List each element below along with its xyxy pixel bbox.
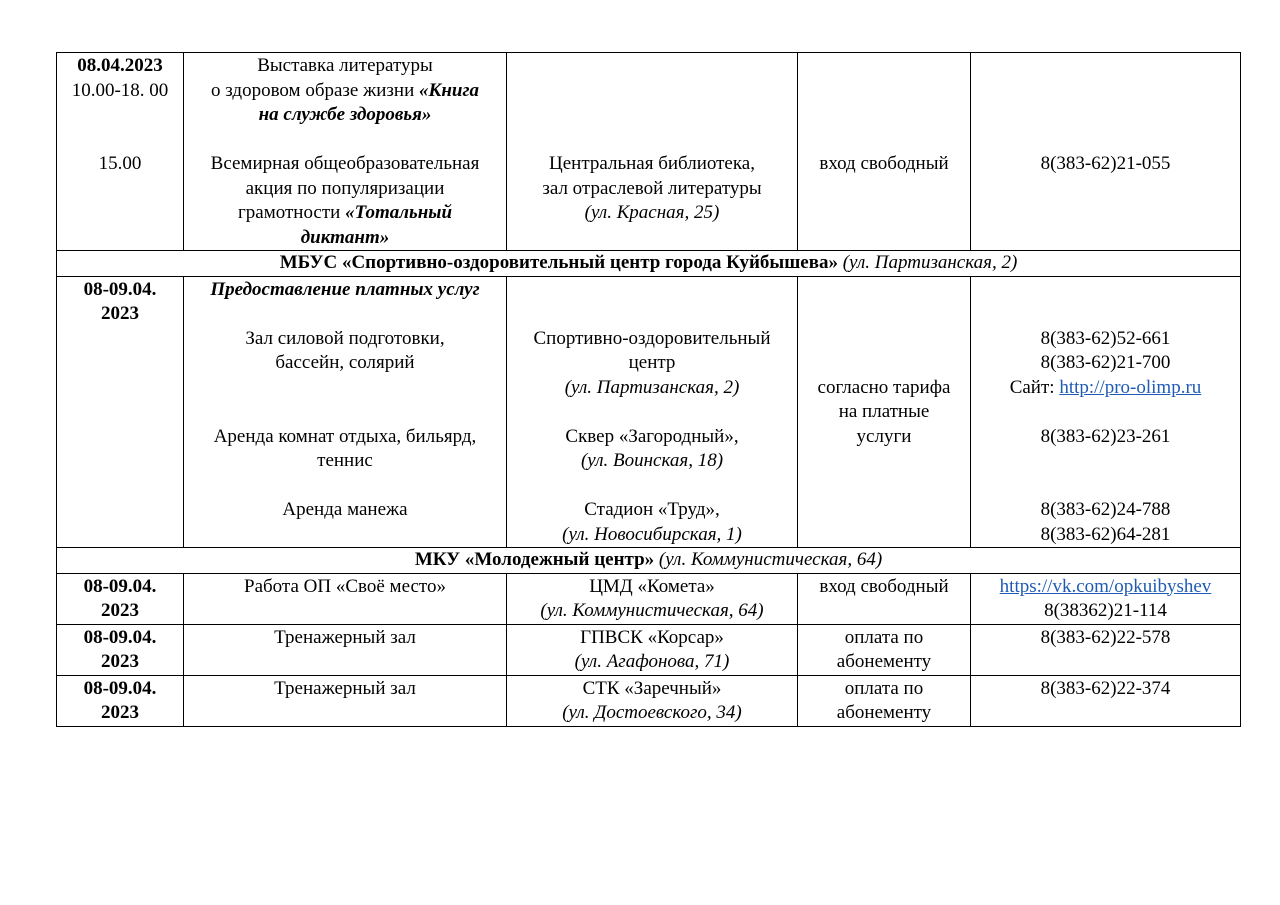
event-cell [184, 276, 507, 548]
site-link[interactable]: http://pro-olimp.ru [1059, 376, 1202, 398]
event-time: 10.00-18. 00 [71, 79, 169, 101]
events-table [56, 52, 1241, 727]
vk-link[interactable]: https://vk.com/opkuibyshev [999, 575, 1212, 597]
place-text: Спортивно-оздоровительный [533, 327, 771, 349]
event-time: 15.00 [98, 153, 142, 174]
place-address: (ул. Красная, 25) [584, 202, 720, 223]
table-row [57, 573, 1241, 624]
place-text: ГПВСК «Корсар» [580, 626, 724, 648]
event-cell [184, 573, 507, 624]
condition-cell [798, 624, 971, 675]
table-row [57, 53, 1241, 251]
phone-number: 8(38362)21-114 [1044, 600, 1167, 621]
site-label: Сайт: [1009, 376, 1060, 398]
place-address: (ул. Коммунистическая, 64) [540, 600, 764, 621]
event-title: диктант» [300, 226, 390, 248]
event-title: на службе здоровья» [258, 104, 432, 125]
event-text: Зал силовой подготовки, [245, 327, 445, 349]
place-text: центр [628, 352, 676, 373]
event-date: 08.04.2023 [77, 55, 163, 76]
event-title: «Книга [419, 79, 480, 101]
date-cell [57, 675, 184, 726]
date-cell [57, 573, 184, 624]
condition-cell [798, 276, 971, 548]
phone-number: 8(383-62)52-661 [1040, 327, 1171, 349]
event-date: 2023 [101, 600, 139, 621]
place-text: Сквер «Загородный», [565, 425, 739, 447]
section-org-name: МБУС «Спортивно-оздоровительный центр города Куйбышева» [279, 252, 838, 273]
contact-cell [971, 573, 1241, 624]
event-text: Тренажерный зал [274, 677, 416, 699]
section-org-name: МКУ «Молодежный центр» [414, 549, 655, 570]
place-cell [507, 573, 798, 624]
contact-cell [971, 675, 1241, 726]
event-text: теннис [317, 450, 373, 471]
phone-number: 8(383-62)24-788 [1040, 499, 1171, 520]
table-row [57, 276, 1241, 548]
condition-text: абонементу [836, 702, 932, 723]
event-date: 08-09.04. [83, 677, 157, 699]
services-heading: Предоставление платных услуг [210, 278, 480, 300]
phone-number: 8(383-62)22-374 [1040, 677, 1171, 699]
section-address: (ул. Коммунистическая, 64) [654, 549, 883, 570]
event-date: 08-09.04. [83, 626, 157, 648]
place-text: Стадион «Труд», [584, 499, 720, 520]
section-address: (ул. Партизанская, 2) [837, 252, 1018, 273]
event-text: Аренда манежа [282, 499, 408, 520]
condition-cell [798, 573, 971, 624]
place-address: (ул. Новосибирская, 1) [562, 523, 742, 545]
event-text: бассейн, солярий [275, 352, 415, 373]
place-text: ЦМД «Комета» [589, 575, 715, 597]
place-text: Центральная библиотека, [549, 153, 755, 174]
condition-text: вход свободный [819, 575, 949, 597]
place-cell [507, 276, 798, 548]
event-cell [184, 624, 507, 675]
condition-text: согласно тарифа [817, 376, 951, 398]
place-address: (ул. Достоевского, 34) [562, 702, 742, 723]
event-date: 2023 [101, 702, 139, 723]
section-title [57, 251, 1241, 277]
event-text: Всемирная общеобразовательная [210, 153, 480, 174]
event-text: Выставка литературы [257, 55, 433, 76]
event-title: «Тотальный [345, 202, 453, 223]
date-cell [57, 53, 184, 251]
condition-text: оплата по [844, 626, 924, 648]
event-date: 2023 [101, 303, 139, 324]
place-cell [507, 624, 798, 675]
contact-cell [971, 624, 1241, 675]
phone-number: 8(383-62)21-055 [1040, 153, 1171, 174]
phone-number: 8(383-62)22-578 [1040, 626, 1171, 648]
contact-cell [971, 276, 1241, 548]
table-row [57, 675, 1241, 726]
table-row [57, 624, 1241, 675]
place-cell [507, 675, 798, 726]
date-cell [57, 624, 184, 675]
condition-cell [798, 53, 971, 251]
event-date: 08-09.04. [83, 278, 157, 300]
section-header-row [57, 251, 1241, 277]
event-cell [184, 675, 507, 726]
place-text: зал отраслевой литературы [542, 177, 762, 199]
phone-number: 8(383-62)23-261 [1040, 425, 1171, 447]
event-text: грамотности [237, 202, 346, 223]
section-header-row [57, 548, 1241, 574]
condition-text: на платные [838, 401, 930, 422]
event-date: 2023 [101, 651, 139, 672]
condition-cell [798, 675, 971, 726]
event-text: Аренда комнат отдыха, бильярд, [213, 425, 477, 447]
event-text: акция по популяризации [245, 177, 445, 199]
place-cell [507, 53, 798, 251]
place-address: (ул. Воинская, 18) [580, 450, 724, 471]
condition-text: услуги [856, 425, 912, 447]
date-cell [57, 276, 184, 548]
event-text: о здоровом образе жизни [210, 79, 419, 101]
condition-text: оплата по [844, 677, 924, 699]
place-address: (ул. Партизанская, 2) [564, 376, 740, 398]
contact-cell [971, 53, 1241, 251]
event-date: 08-09.04. [83, 575, 157, 597]
condition-text: абонементу [836, 651, 932, 672]
event-text: Тренажерный зал [274, 626, 416, 648]
phone-number: 8(383-62)64-281 [1040, 523, 1171, 545]
place-text: СТК «Заречный» [582, 677, 722, 699]
event-cell [184, 53, 507, 251]
phone-number: 8(383-62)21-700 [1040, 352, 1171, 373]
condition-text: вход свободный [819, 153, 949, 174]
event-text: Работа ОП «Своё место» [244, 575, 446, 597]
place-address: (ул. Агафонова, 71) [574, 651, 730, 672]
section-title [57, 548, 1241, 574]
